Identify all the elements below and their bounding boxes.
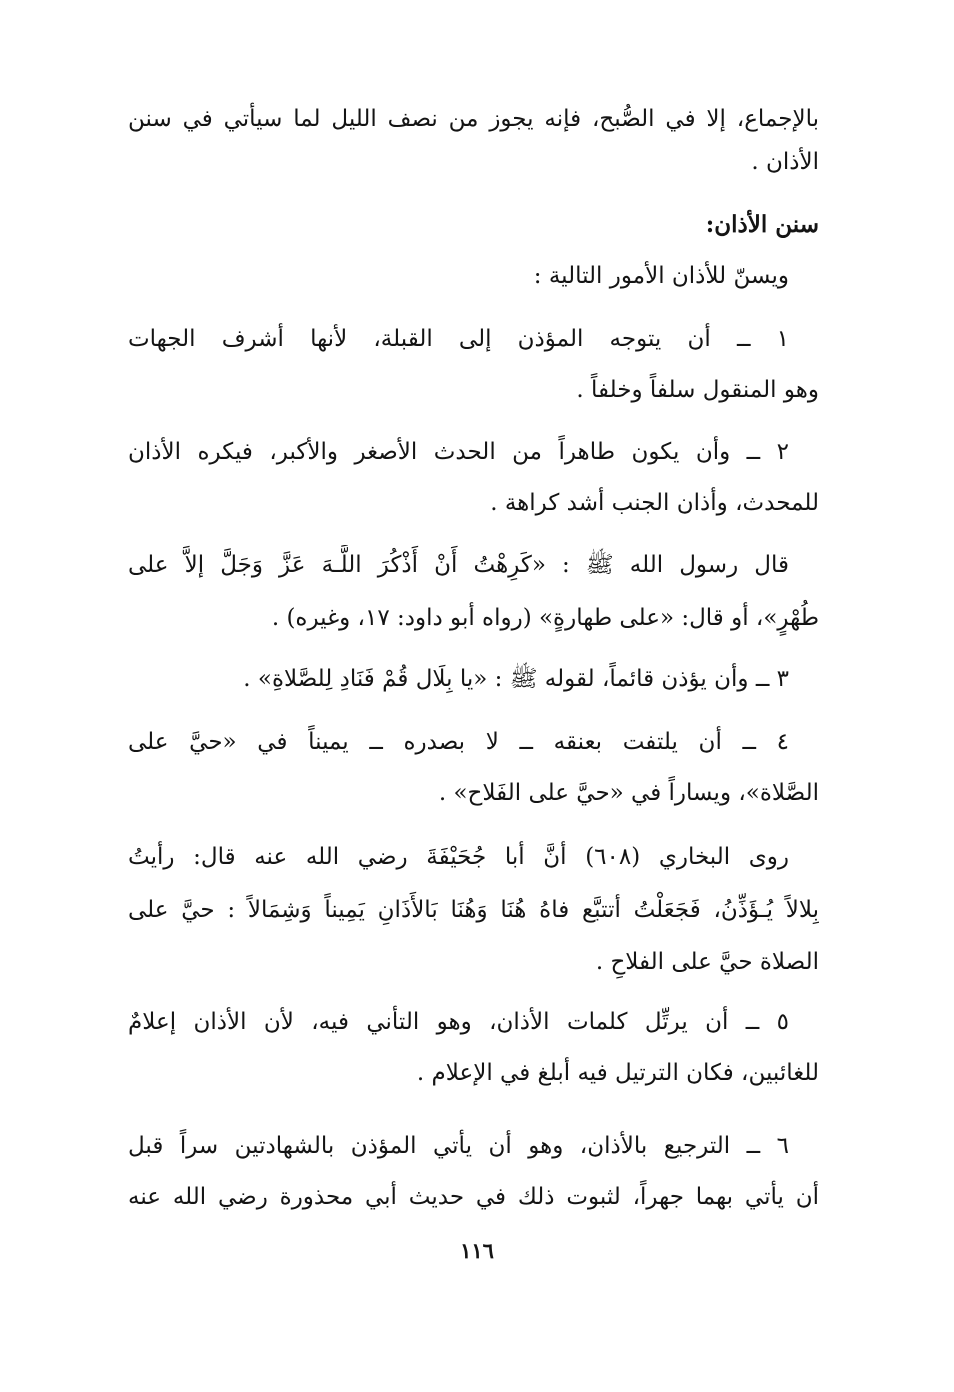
text-line: الأذان .	[751, 149, 819, 175]
list-item: ٢ ــ وأن يكون طاهراً من الحدث الأصغر والأكبر، فيكره الأذان	[128, 439, 789, 465]
text-line: للمحدث، وأذان الجنب أشد كراهة .	[490, 490, 819, 516]
hadith-line: روى البخاري (٦٠٨) أنَّ أبا جُحَيْفَةَ رضي الله عنه قال: رأيتُ	[128, 844, 789, 870]
list-item: ٥ ــ أن يرتِّل كلمات الأذان، وهو التأني فيه، لأن الأذان إعلامٌ	[128, 1009, 789, 1035]
list-item: ٣ ــ وأن يؤذن قائماً، لقوله ﷺ : «يا بِلَال قُمْ فَنَادِ لِلصَّلاةِ» .	[243, 666, 789, 692]
text-line: الصَّلاة»، ويساراً في «حيَّ على الفَلاح» .	[438, 780, 819, 806]
hadith-line: الصلاة حيَّ على الفلاحِ .	[595, 949, 819, 975]
text-line: للغائبين، فكان الترتيل فيه أبلغ في الإعلام .	[416, 1060, 819, 1086]
page-number: ١١٦	[460, 1238, 494, 1263]
hadith-line: بِلالاً يُـؤَذِّنُ، فَجَعَلْتُ أتتبَّع فاهُ هُنَا وَهُنَا بَالأَذَانِ يَمِيناً وَشِمَالاً : حيَّ على	[128, 897, 819, 923]
section-heading: سنن الأذان:	[705, 211, 819, 238]
text-line: بالإجماع، إلا في الصُّبح، فإنه يجوز من نصف الليل لما سيأتي في سنن	[128, 106, 819, 132]
list-item: ١ ــ أن يتوجه المؤذن إلى القبلة، لأنها أشرف الجهات	[128, 326, 789, 352]
text-line: وهو المنقول سلفاً وخلفاً .	[576, 377, 819, 403]
hadith-line: قال رسول الله ﷺ : «كَرِهْتُ أَنْ أَذْكُرَ اللَّـهَ عَزَّ وَجَلَّ إلاَّ على	[128, 552, 789, 578]
list-item: ٦ ــ الترجيع بالأذان، وهو أن يأتي المؤذن بالشهادتين سراً قبل	[128, 1133, 789, 1159]
text-line: أن يأتي بهما جهراً، لثبوت ذلك في حديث أبي محذورة رضي الله عنه	[128, 1184, 819, 1210]
list-item: ٤ ــ أن يلتفت بعنقه ــ لا بصدره ــ يميناً في «حيَّ على	[128, 729, 789, 755]
hadith-line: طُهْرٍ»، أو قال: «على طهارةٍ» (رواه أبو داود: ١٧، وغيره) .	[271, 605, 819, 631]
text-line: ويسنّ للأذان الأمور التالية :	[533, 263, 789, 289]
